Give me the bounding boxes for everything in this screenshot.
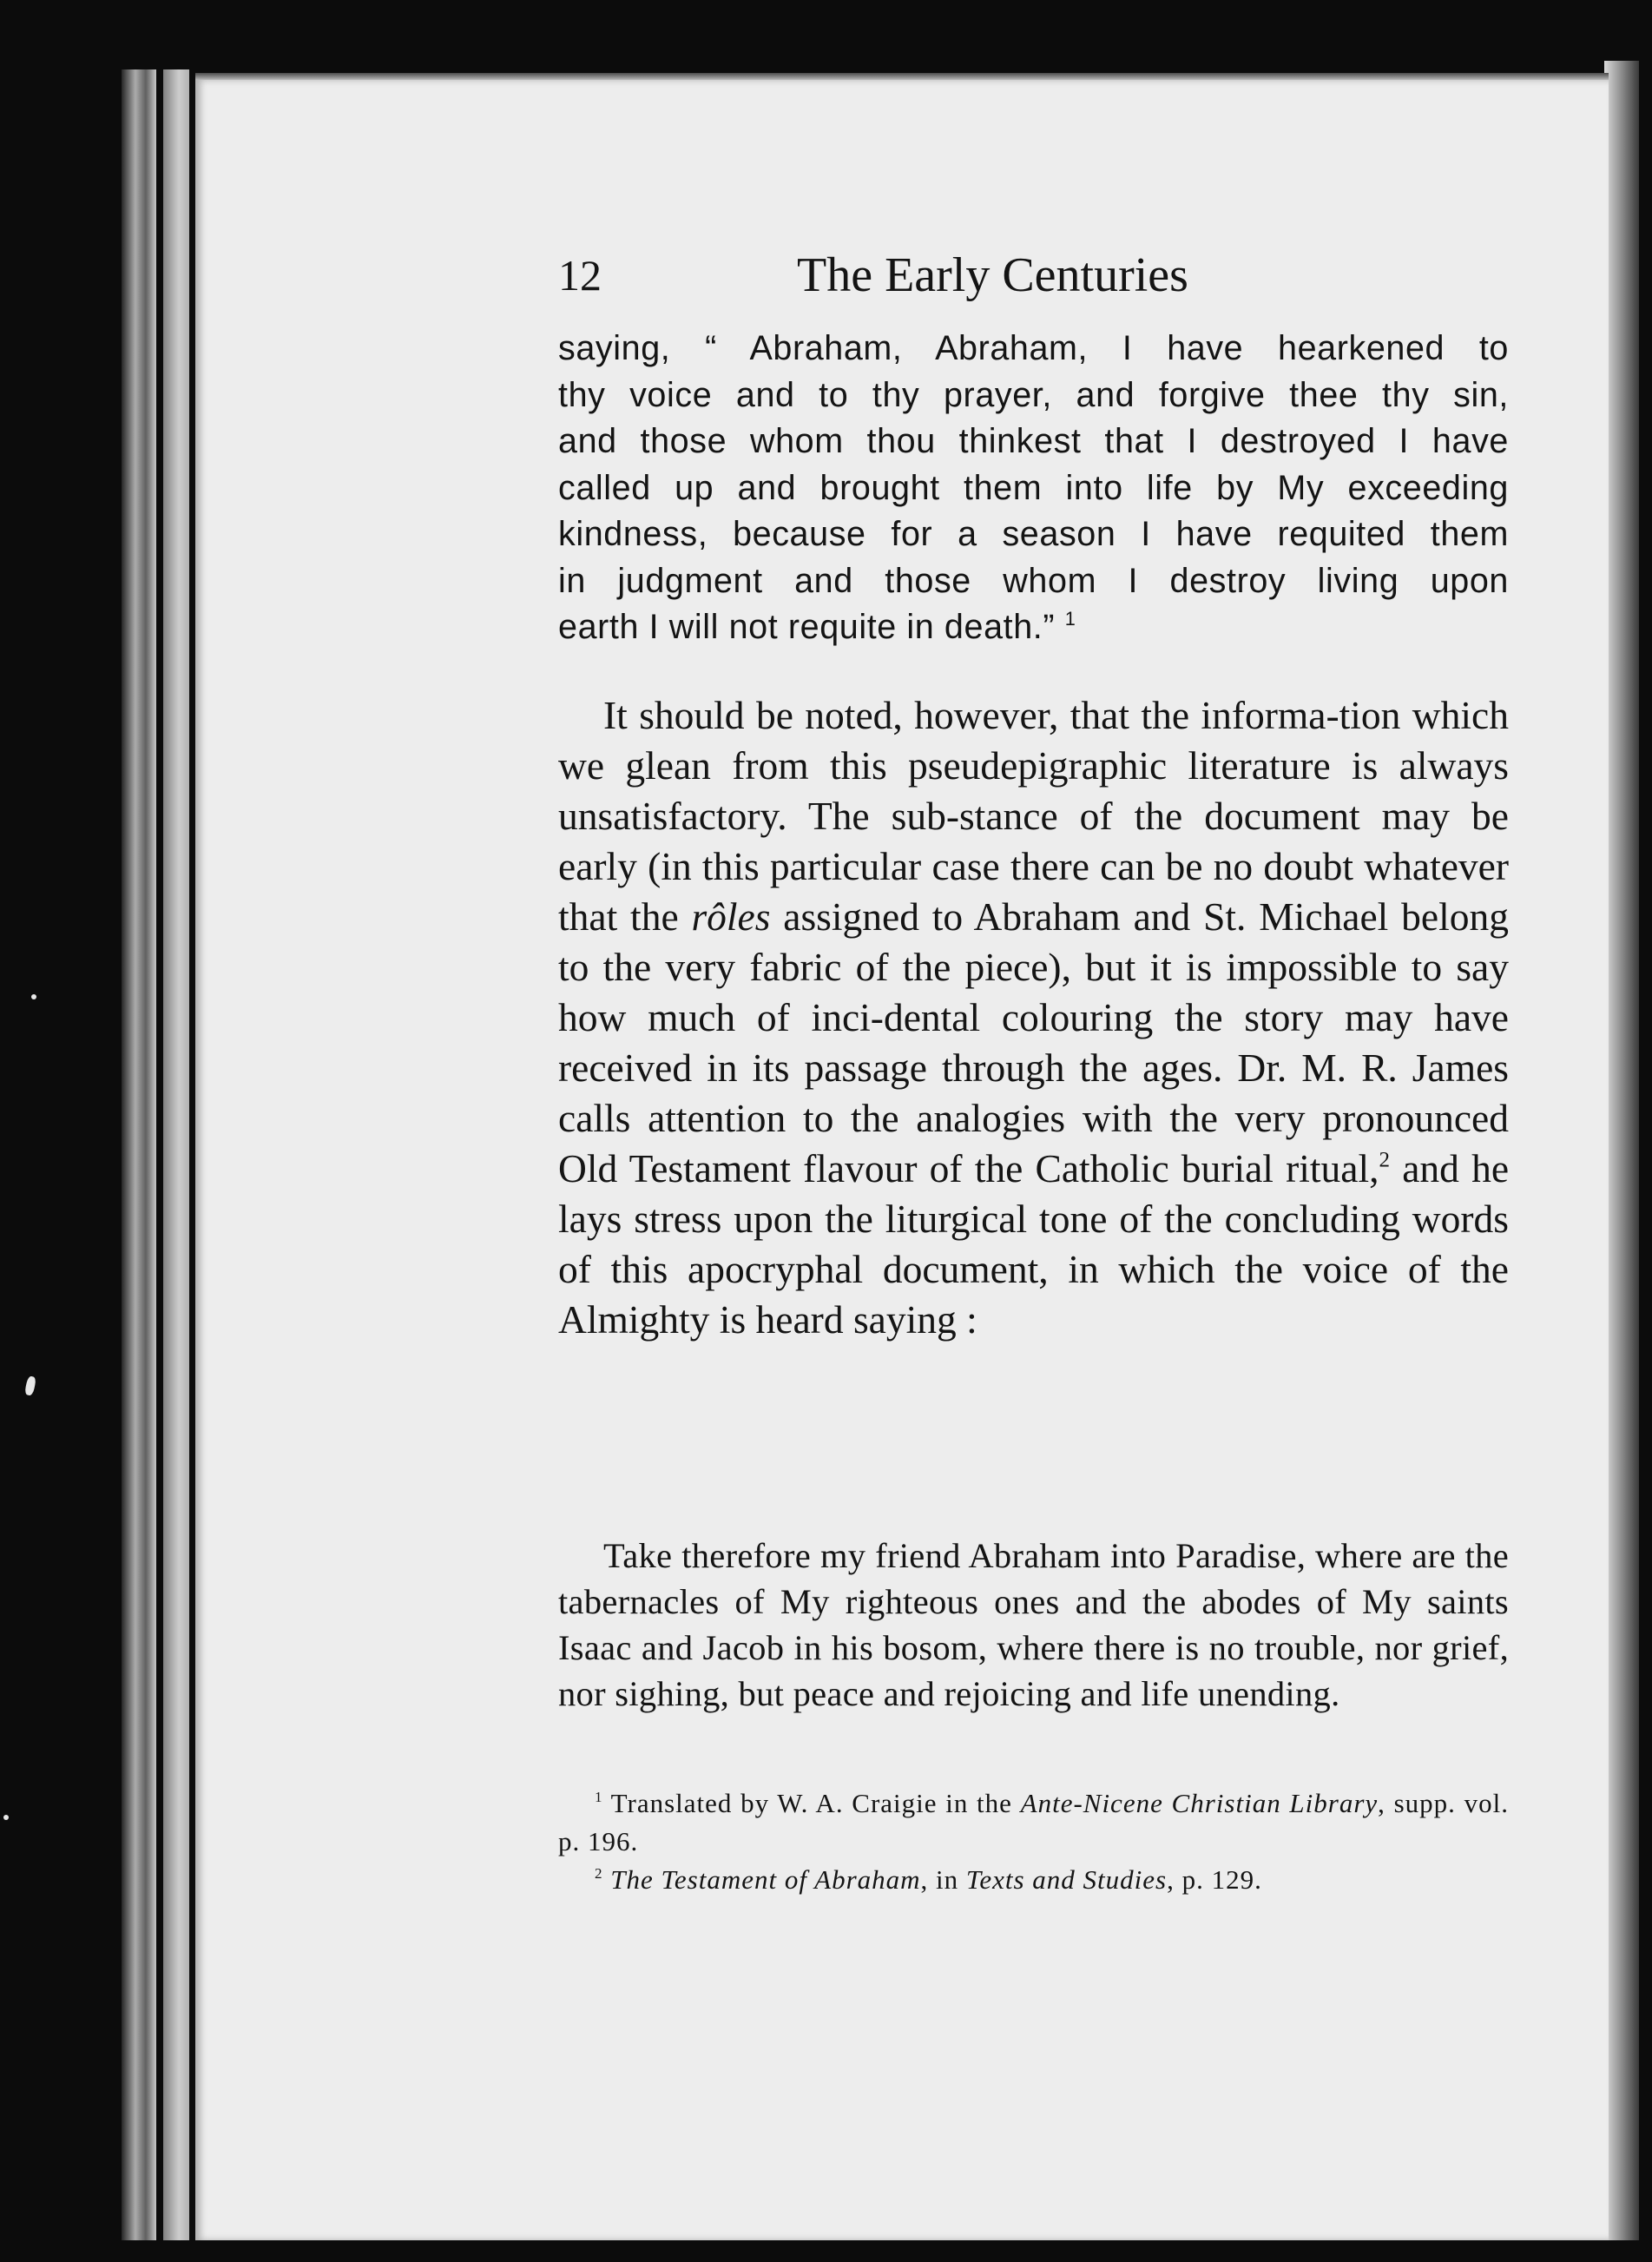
block-quote xyxy=(558,1533,1509,1717)
footnote-italic: Texts and Studies xyxy=(965,1864,1168,1895)
italic-word: rôles xyxy=(691,894,771,939)
block-quote-text: Take therefore my friend Abraham into Paradise, where are the tabernacles of My righteous ones and the abodes of My saints Isaac and Jacob in his bosom, where there is no trouble, nor grief, nor sighing, but peace and rejoicing and life unending. xyxy=(558,1536,1509,1713)
quote-line: in judgment and those whom I destroy living upon xyxy=(558,561,1509,600)
footnote-1 xyxy=(558,1784,1509,1861)
running-head xyxy=(558,245,1509,306)
paragraph-text-part2: assigned to Abraham and St. Michael belong to the very fabric of the piece), but it is impossible to say how much of inci-dental colouring the story may have received in its passage through the ages. Dr. M. R. James calls attention to the analogies with the very pronounced Old Testament flavour of the Catholic burial ritual, xyxy=(558,894,1509,1190)
page-edge-left-inner xyxy=(163,69,189,2240)
footnote-italic: Ante-Nicene Christian Library xyxy=(1020,1788,1379,1818)
quote-line: earth I will not requite in death.” xyxy=(558,608,1056,646)
footnote-italic: The Testament of Abraham xyxy=(610,1864,921,1895)
page-edge-right xyxy=(1604,61,1639,2240)
quoted-passage xyxy=(558,326,1509,651)
paragraph-text-part3: and he lays stress upon the liturgical tone of the concluding words of this apocryphal document, in which the voice of the Almighty is heard saying : xyxy=(558,1146,1510,1342)
running-title: The Early Centuries xyxy=(797,248,1188,302)
footnote-text: , supp. vol. p. 196. xyxy=(558,1788,1509,1856)
quote-line: called up and brought them into life by My exceeding xyxy=(558,468,1509,507)
scan-speck xyxy=(31,994,36,999)
page-number: 12 xyxy=(558,251,602,300)
footnote-2 xyxy=(558,1861,1509,1899)
paragraph-text-part1: It should be noted, however, that the informa-tion which we glean from this pseudepigraphic literature is always unsatisfactory. The sub-stance of the document may be early (in this particular case there can be no doubt whatever that the xyxy=(558,693,1509,939)
quote-line: thy voice and to thy prayer, and forgive thee thy sin, xyxy=(558,375,1509,414)
footnote-ref: 2 xyxy=(1379,1148,1391,1172)
scan-speck xyxy=(3,1815,9,1820)
footnote-text: , p. 129. xyxy=(1167,1864,1262,1895)
quote-line: and those whom thou thinkest that I destroyed I have xyxy=(558,422,1509,460)
quote-line: saying, “ Abraham, Abraham, I have hearkened to xyxy=(558,329,1509,367)
page-edge-left xyxy=(122,69,156,2240)
footnote-marker: 1 xyxy=(595,1789,603,1806)
footnote-ref: 1 xyxy=(1064,607,1076,630)
quote-line-last xyxy=(558,604,1509,651)
footnote-marker: 2 xyxy=(595,1865,603,1883)
footnote-text: , in xyxy=(920,1864,966,1895)
footnotes xyxy=(558,1784,1509,1899)
body-paragraph xyxy=(558,690,1509,1345)
footnote-text: Translated by W. A. Craigie in the xyxy=(610,1788,1021,1818)
quote-line: kindness, because for a season I have requited them xyxy=(558,515,1509,553)
